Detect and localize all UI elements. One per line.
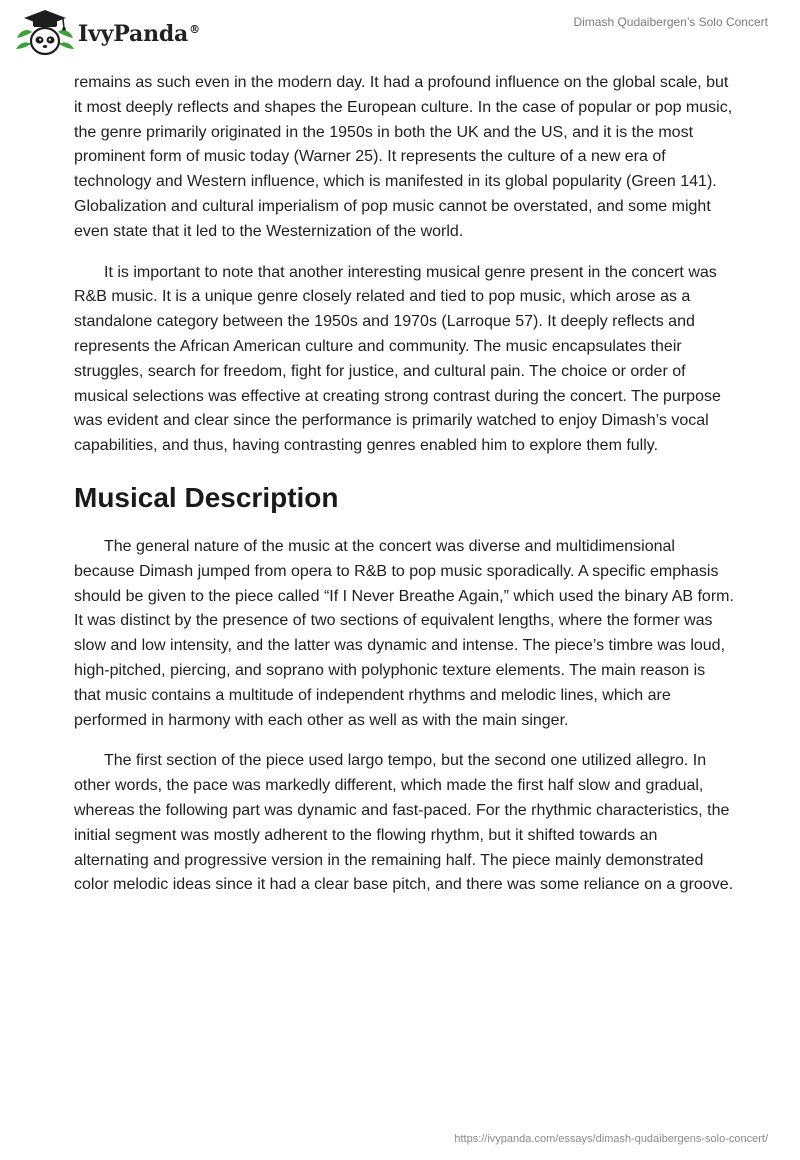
paragraph: The general nature of the music at the concert was diverse and multidimensional because Dimash jumped from opera to R&B to pop music sporadically. A specific emphasis should be given to the piece called “If I Never Breathe Again,” which used the binary AB form. It was distinct by the presence of two sections of equivalent lengths, where the former was slow and low intensity, and the latter was dynamic and intense. The piece’s timbre was loud, high-pitched, piercing, and soprano with polyphonic texture elements. The main reason is that music contains a multitude of independent rhythms and melodic lines, which are performed in harmony with each other as well as with the main singer. [74, 537, 734, 729]
section-heading: Musical Description [74, 481, 339, 513]
paragraph: It is important to note that another interesting musical genre present in the concert was R&B music. It is a unique genre closely related and tied to pop music, which arose as a standalone category between the 1950s and 1970s (Larroque 57). It deeply reflects and represents the African American culture and community. The music encapsulates their struggles, search for freedom, fight for justice, and cultural pain. The choice or order of musical selections was effective at creating strong contrast during the concert. The purpose was evident and clear since the performance is primarily watched to enjoy Dimash’s vocal capabilities, and thus, having contrasting genres enabled him to explore them fully. [74, 263, 721, 455]
brand-text: IvyPanda [78, 21, 189, 47]
paragraph: remains as such even in the modern day. It had a profound influence on the global scale, but it most deeply reflects and shapes the European culture. In the case of popular or pop music, the genre primarily originated in the 1950s in both the UK and the US, and it is the most prominent form of music today (Warner 25). It represents the culture of a new era of technology and Western influence, which is manifested in its global popularity (Green 141). Globalization and cultural imperialism of pop music cannot be overstated, and some might even state that it led to the Westernization of the world. [74, 74, 733, 240]
registered-mark: ® [189, 22, 200, 36]
page-header [0, 0, 800, 70]
paragraph: The first section of the piece used largo tempo, but the second one utilized allegro. In other words, the pace was markedly different, which made the first half slow and gradual, whereas the following part was dynamic and fast-paced. For the rhythmic characteristics, the initial segment was mostly adherent to the flowing rhythm, but it shifted towards an alternating and progressive version in the remaining half. The piece mainly demonstrated color melodic ideas since it had a clear base pitch, and there was some reliance on a groove. [74, 752, 734, 894]
essay-content [74, 71, 734, 898]
ivypanda-logo[interactable] [14, 8, 200, 58]
panda-graduation-icon [14, 8, 76, 58]
brand-name [78, 21, 200, 47]
document-title: Dimash Qudaibergen’s Solo Concert [573, 15, 768, 29]
source-url[interactable]: https://ivypanda.com/essays/dimash-qudaibergens-solo-concert/ [454, 1133, 768, 1145]
